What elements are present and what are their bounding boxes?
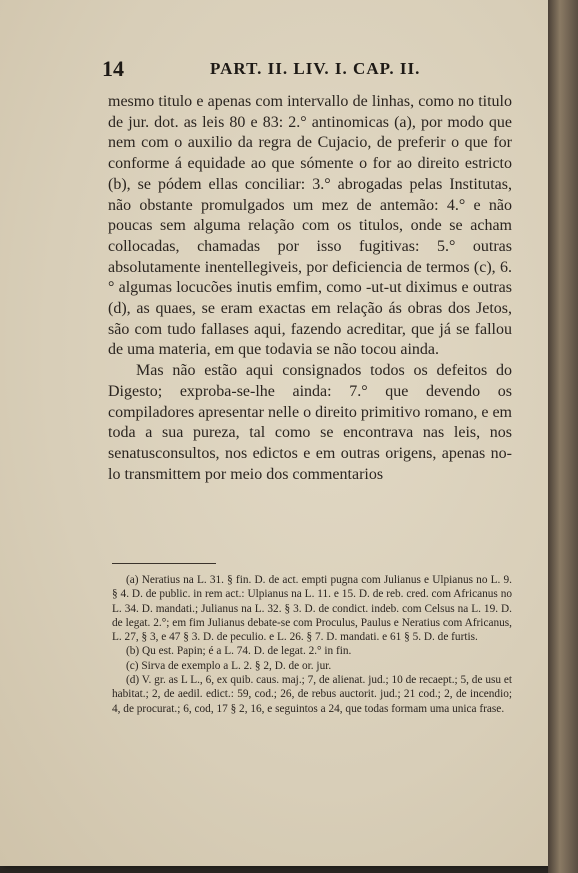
page-number: 14 xyxy=(102,56,124,81)
footnote-d: (d) V. gr. as L L., 6, ex quib. caus. maj.; 7, de alienat. jud.; 10 de recaept.; 5, de usu et habitat.; 2, de aedil. edict.: 59, cod.; 26, de rebus auctorit. jud.; 21 cod.; 2, de incendio; 4, de procurat.; 6, cod, 17 § 2, 16, e seguintos a 24, que todas formam uma unica frase. xyxy=(112,674,512,715)
paragraph: Mas não estão aqui consignados todos os defeitos do Digesto; exproba-se-lhe ainda: 7.° que devendo os compiladores apresentar nelle o direito primitivo romano, e em toda a sua pureza, tal como se encontrava nas leis, nos senatusconsultos, nos edictos e em outras origens, apenas no-lo transmittem por meio dos commentarios xyxy=(108,362,512,483)
footnote-divider xyxy=(112,563,216,564)
main-text xyxy=(108,92,512,485)
paragraph: mesmo titulo e apenas com intervallo de linhas, como no titulo de jur. dot. as leis 80 e 83: 2.° antinomicas (a), por modo que nem com o auxilio da regra de Cujacio, de preferir o que for conforme á equidade ao que sómente o for ao direito estricto (b), se pódem ellas conciliar: 3.° abrogadas pelas Institutas, não obstante promulgados um mez de antemão: 4.° e não poucas sem alguma relação com os titulos, onde se acham collocadas, chamadas por isso fugitivas: 5.° outras absolutamente inentellegiveis, por deficiencia de termos (c), 6.° algumas locucões inutis emfim, como -ut-ut diximus e outras (d), as quaes, se eram exactas em relação ás obras dos Jetos, são com tudo fallases aqui, fazendo acreditar, que já se fallou de uma materia, em que todavia se não tocou ainda. xyxy=(108,93,512,359)
footnote-c: (c) Sirva de exemplo a L. 2. § 2, D. de or. jur. xyxy=(126,659,332,672)
footnote-b: (b) Qu est. Papin; é a L. 74. D. de legat. 2.° in fin. xyxy=(126,645,352,658)
page-header xyxy=(102,56,514,80)
running-head: PART. II. LIV. I. CAP. II. xyxy=(210,59,421,78)
footnote-a: (a) Neratius na L. 31. § fin. D. de act. empti pugna com Julianus e Ulpianus no L. 9. § 4. D. de public. in rem act.: Ulpianus na L. 11. e 15. D. de reb. cred. com Africanus no L. 34. D. mandati.; Julianus na L. 32. § 3. D. de condict. indeb. com Celsus na L. 19. D. de legat. 2.°; em fim Julianus debate-se com Proculus, Paulus e Neratius com Africanus, L. 27, § 3, e 47 § 3. D. de peculio. e L. 26. § 7. D. mandati. e 61 § 5. D. de furtis. xyxy=(112,574,512,644)
footnotes xyxy=(112,573,512,716)
page-edge xyxy=(548,0,578,873)
